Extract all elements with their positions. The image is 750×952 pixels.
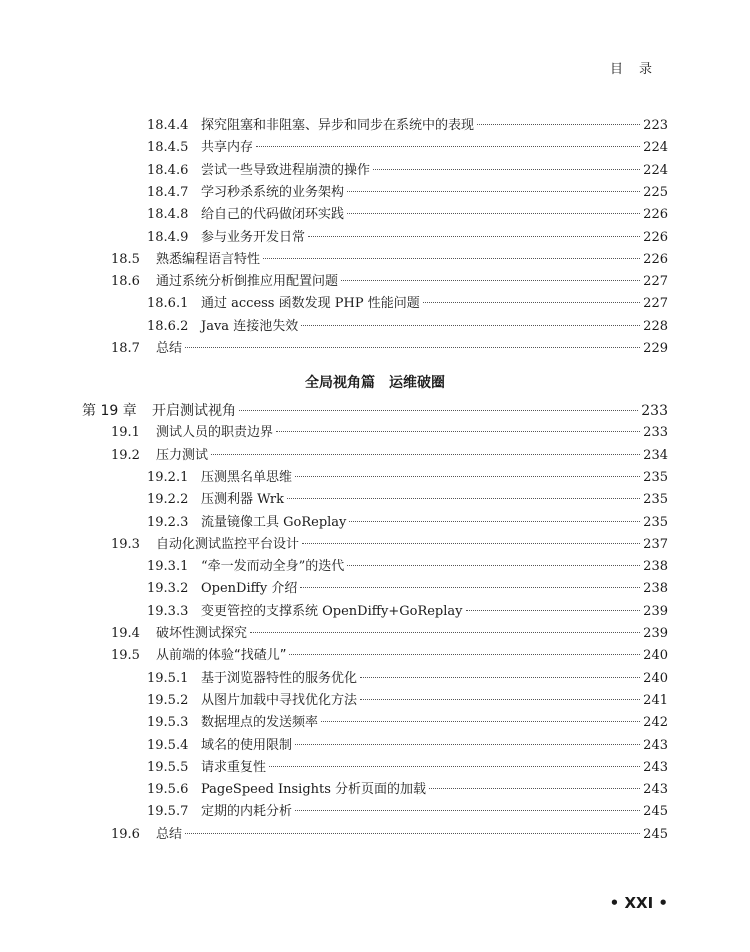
toc-leader-dots — [423, 302, 640, 303]
toc-entry-page: 243 — [643, 737, 668, 753]
toc-entry-page: 243 — [643, 759, 668, 775]
toc-entry-page: 239 — [643, 603, 668, 619]
toc-entry-number: 18.4.5 — [147, 140, 189, 156]
toc-entry-page: 226 — [643, 229, 668, 245]
toc-leader-dots — [360, 677, 640, 678]
toc-entry-title: Java 连接池失效 — [201, 318, 299, 334]
toc-entry-page: 235 — [643, 514, 668, 530]
toc-leader-dots — [347, 565, 640, 566]
toc-entry-page: 237 — [643, 536, 668, 552]
toc-entry — [111, 625, 668, 643]
toc-entry-page: 235 — [643, 469, 668, 485]
toc-entry-number: 19.5.7 — [147, 804, 189, 820]
toc-entry-number: 18.6 — [111, 274, 140, 290]
toc-entry-number: 19.6 — [111, 826, 140, 842]
toc-leader-dots — [321, 721, 640, 722]
toc-entry-title: 开启测试视角 — [152, 403, 236, 419]
toc-entry — [147, 229, 668, 247]
toc-entry-page: 234 — [643, 447, 668, 463]
toc-entry — [147, 558, 668, 576]
toc-entry — [147, 803, 668, 821]
toc-entry — [111, 273, 668, 291]
toc-leader-dots — [302, 543, 640, 544]
toc-entry-number: 第 19 章 — [82, 403, 137, 419]
toc-entry-number: 19.5.4 — [147, 737, 189, 753]
toc-entry-number: 19.5.3 — [147, 715, 189, 731]
page-folio: • XXI • — [609, 894, 668, 912]
toc-entry-number: 19.2.1 — [147, 469, 189, 485]
toc-entry-number: 19.5.1 — [147, 670, 189, 686]
toc-entry-title: 从前端的体验“找碴儿” — [156, 648, 287, 664]
toc-entry — [111, 826, 668, 844]
toc-entry-number: 19.2.2 — [147, 492, 189, 508]
toc-entry-title: 压测利器 Wrk — [201, 492, 285, 508]
toc-entry-title: 通过系统分析倒推应用配置问题 — [156, 274, 339, 290]
toc-entry — [147, 580, 668, 598]
toc-entry — [147, 514, 668, 532]
toc-entry-title: 压力测试 — [156, 447, 209, 463]
toc-leader-dots — [301, 325, 640, 326]
toc-entry-page: 226 — [643, 251, 668, 267]
toc-entry — [147, 714, 668, 732]
toc-entry-page: 224 — [643, 140, 668, 156]
toc-entry — [111, 424, 668, 442]
toc-entry-page: 240 — [643, 670, 668, 686]
toc-entry — [147, 162, 668, 180]
toc-entry-page: 241 — [643, 692, 668, 708]
toc-entry-title: 破坏性测试探究 — [156, 626, 248, 641]
toc-leader-dots — [347, 213, 640, 214]
toc-entry-title: 请求重复性 — [201, 759, 267, 775]
toc-entry — [111, 447, 668, 465]
toc-leader-dots — [295, 476, 640, 477]
toc-entry — [147, 692, 668, 710]
toc-entry-title: 流量镜像工具 GoReplay — [201, 514, 347, 530]
toc-entry-number: 18.7 — [111, 341, 140, 356]
toc-entry-number: 19.5.5 — [147, 759, 189, 775]
toc-entry-number: 19.2.3 — [147, 514, 189, 530]
toc-entry-page: 225 — [643, 184, 668, 200]
toc-leader-dots — [287, 498, 640, 499]
toc-entry-page: 228 — [643, 318, 668, 334]
toc-leader-dots — [349, 521, 640, 522]
toc-entry — [147, 117, 668, 135]
toc-entry-title: 通过 access 函数发现 PHP 性能问题 — [201, 296, 420, 312]
toc-entry-page: 235 — [643, 492, 668, 508]
toc-entry-title: 学习秒杀系统的业务架构 — [201, 184, 345, 200]
toc-leader-dots — [295, 744, 640, 745]
toc-entry-page: 245 — [643, 804, 668, 820]
toc-entry-page: 240 — [643, 648, 668, 664]
toc-leader-dots — [373, 169, 640, 170]
toc-entry — [147, 491, 668, 509]
toc-entry — [111, 647, 668, 665]
toc-entry — [147, 759, 668, 777]
toc-entry-page: 223 — [643, 118, 668, 133]
toc-leader-dots — [250, 632, 640, 633]
toc-entry-number: 19.5.2 — [147, 692, 189, 708]
toc-entry-number: 18.4.7 — [147, 184, 189, 200]
toc-entry-title: “牵一发而动全身”的迭代 — [201, 559, 345, 575]
toc-entry-title: PageSpeed Insights 分析页面的加载 — [201, 782, 427, 798]
toc-leader-dots — [429, 788, 640, 789]
toc-entry-number: 19.5.6 — [147, 782, 189, 798]
toc-entry-number: 19.3.1 — [147, 559, 189, 575]
toc-entry — [147, 206, 668, 224]
toc-entry — [147, 469, 668, 487]
toc-entry-number: 18.4.4 — [147, 118, 189, 133]
toc-leader-dots — [477, 124, 640, 125]
toc-entry — [147, 737, 668, 755]
toc-leader-dots — [239, 410, 638, 411]
toc-entry-title: 基于浏览器特性的服务优化 — [201, 670, 358, 686]
toc-entry-number: 19.1 — [111, 425, 140, 441]
toc-entry-number: 19.5 — [111, 648, 140, 664]
toc-entry-title: 给自己的代码做闭环实践 — [201, 207, 345, 223]
toc-entry — [111, 251, 668, 269]
toc-leader-dots — [466, 610, 641, 611]
toc-leader-dots — [300, 587, 640, 588]
toc-entry-title: 域名的使用限制 — [201, 737, 293, 753]
toc-entry-page: 239 — [643, 626, 668, 641]
toc-entry-title: 共享内存 — [201, 140, 254, 156]
toc-entry-number: 19.3.3 — [147, 603, 189, 619]
toc-entry-title: 探究阻塞和非阻塞、异步和同步在系统中的表现 — [201, 118, 475, 133]
toc-leader-dots — [256, 146, 640, 147]
toc-entry-number: 18.5 — [111, 251, 140, 267]
toc-entry — [147, 781, 668, 799]
toc-leader-dots — [360, 699, 640, 700]
toc-entry-page: 229 — [643, 341, 668, 356]
toc-entry-page: 245 — [643, 826, 668, 842]
toc-entry-title: 总结 — [156, 826, 183, 842]
toc-leader-dots — [211, 454, 640, 455]
part-heading: 全局视角篇 运维破圈 — [305, 375, 445, 391]
toc-entry-title: 自动化测试监控平台设计 — [156, 536, 300, 552]
toc-entry-title: 压测黑名单思维 — [201, 469, 293, 485]
toc-entry-title: OpenDiffy 介绍 — [201, 581, 298, 597]
toc-entry — [147, 139, 668, 157]
toc-leader-dots — [269, 766, 640, 767]
toc-entry-number: 18.4.9 — [147, 229, 189, 245]
toc-entry — [147, 670, 668, 688]
toc-chapter-entry — [82, 402, 668, 420]
toc-entry-number: 19.2 — [111, 447, 140, 463]
toc-entry-page: 238 — [643, 581, 668, 597]
toc-entry-page: 224 — [643, 162, 668, 178]
toc-entry-number: 18.4.6 — [147, 162, 189, 178]
toc-entry-title: 从图片加载中寻找优化方法 — [201, 692, 358, 708]
toc-entry-page: 243 — [643, 782, 668, 798]
toc-leader-dots — [289, 654, 640, 655]
toc-entry — [147, 184, 668, 202]
toc-entry — [147, 295, 668, 313]
toc-entry-title: 测试人员的职责边界 — [156, 425, 274, 441]
toc-entry-title: 数据埋点的发送频率 — [201, 715, 319, 731]
toc-entry-page: 227 — [643, 296, 668, 312]
toc-entry-number: 19.3.2 — [147, 581, 189, 597]
toc-entry-page: 238 — [643, 559, 668, 575]
toc-entry — [147, 318, 668, 336]
toc-entry-title: 参与业务开发日常 — [201, 229, 306, 245]
toc-entry — [147, 603, 668, 621]
toc-leader-dots — [185, 833, 640, 834]
toc-entry-page: 226 — [643, 207, 668, 223]
toc-leader-dots — [185, 347, 640, 348]
toc-entry-title: 变更管控的支撑系统 OpenDiffy+GoReplay — [201, 603, 463, 619]
toc-entry-page: 233 — [641, 403, 668, 419]
toc-entry-number: 18.6.1 — [147, 296, 189, 312]
toc-entry-page: 233 — [643, 425, 668, 441]
toc-entry-title: 总结 — [156, 341, 183, 356]
toc-leader-dots — [295, 810, 640, 811]
toc-leader-dots — [308, 236, 640, 237]
toc-entry-title: 尝试一些导致进程崩溃的操作 — [201, 162, 371, 178]
toc-leader-dots — [341, 280, 640, 281]
toc-entry — [111, 536, 668, 554]
toc-entry-page: 227 — [643, 274, 668, 290]
toc-entry-number: 19.3 — [111, 536, 140, 552]
toc-entry-number: 18.6.2 — [147, 318, 189, 334]
toc-entry-title: 定期的内耗分析 — [201, 804, 293, 820]
toc-leader-dots — [263, 258, 640, 259]
toc-entry-number: 18.4.8 — [147, 207, 189, 223]
toc-entry-page: 242 — [643, 715, 668, 731]
toc-leader-dots — [276, 431, 640, 432]
toc-entry-title: 熟悉编程语言特性 — [156, 251, 261, 267]
toc-leader-dots — [347, 191, 640, 192]
toc-entry-number: 19.4 — [111, 626, 140, 641]
running-head: 目录 — [609, 62, 668, 77]
toc-entry — [111, 340, 668, 358]
